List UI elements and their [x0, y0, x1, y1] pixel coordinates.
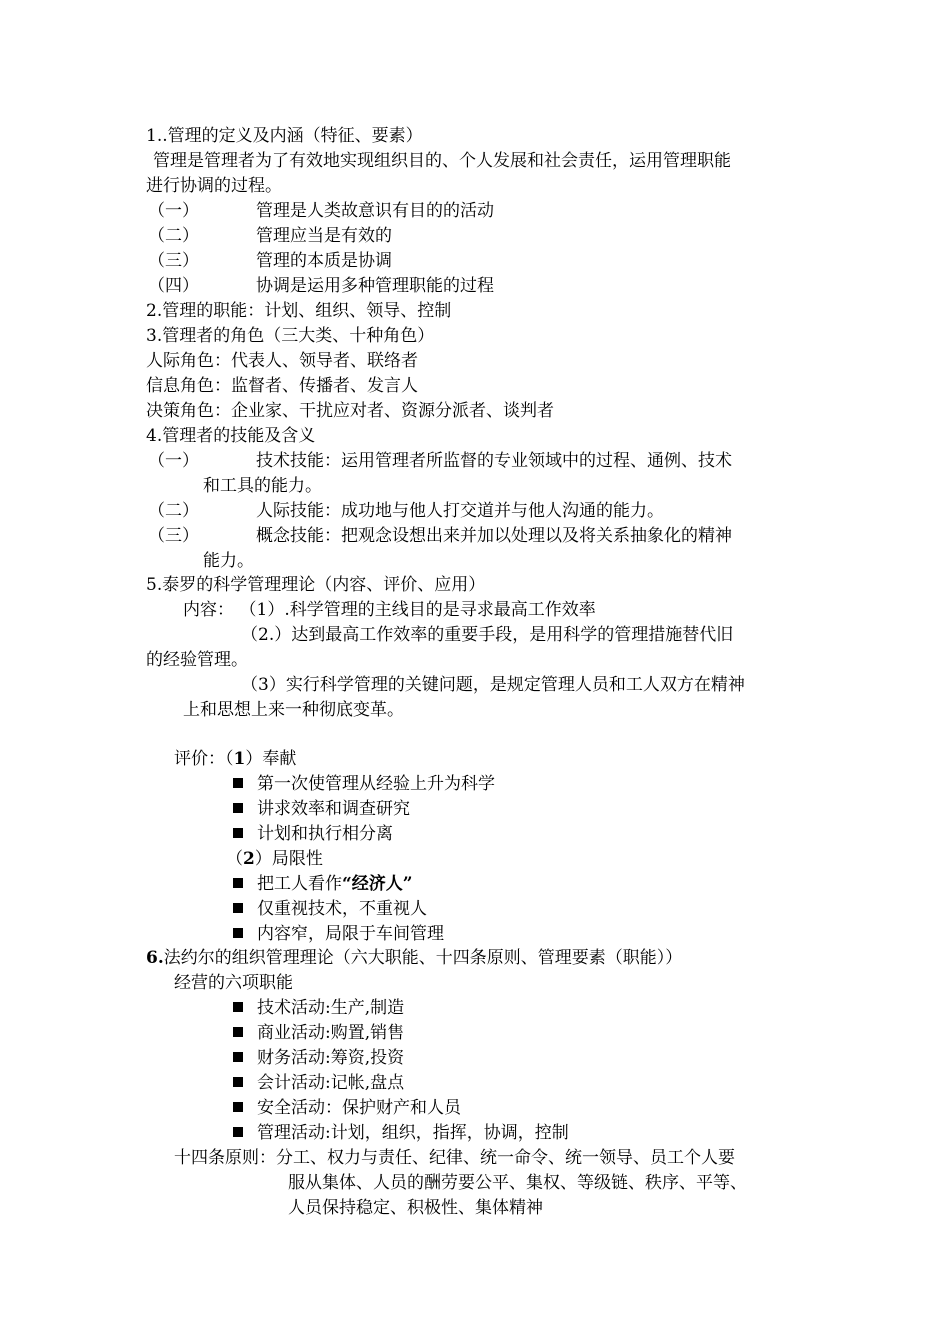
square-bullet-icon — [233, 1002, 243, 1012]
evaluation-line — [174, 747, 296, 771]
item-number: （三） — [148, 251, 199, 271]
bullet-text: 会计活动:记帐,盘点 — [257, 1073, 405, 1093]
square-bullet-icon — [233, 1127, 243, 1137]
bullet-item — [233, 1046, 404, 1070]
bullet-quote: “经济人” — [342, 874, 413, 894]
skill-continuation: 和工具的能力。 — [203, 476, 322, 496]
bullet-text: 商业活动:购置,销售 — [257, 1023, 405, 1043]
square-bullet-icon — [233, 1052, 243, 1062]
bullet-item — [233, 1071, 404, 1095]
list-item — [148, 249, 392, 273]
six-functions-label: 经营的六项职能 — [174, 973, 293, 993]
principles-text: 分工、权力与责任、纪律、统一命令、统一领导、员工个人要 — [276, 1148, 735, 1168]
square-bullet-icon — [233, 878, 243, 888]
role-line: 决策角色：企业家、干扰应对者、资源分派者、谈判者 — [146, 401, 554, 421]
principles-continuation: 服从集体、人员的酬劳要公平、集权、等级链、秩序、平等、 — [288, 1173, 747, 1193]
definition-line-1: 管理是管理者为了有效地实现组织目的、个人发展和社会责任，运用管理职能 — [153, 151, 731, 171]
skill-text: 概念技能：把观念设想出来并加以处理以及将关系抽象化的精神 — [256, 526, 732, 546]
content-line — [183, 598, 596, 622]
square-bullet-icon — [233, 903, 243, 913]
item-number: （三） — [148, 526, 199, 546]
square-bullet-icon — [233, 1077, 243, 1087]
skill-item — [148, 524, 732, 548]
bullet-text: 管理活动:计划，组织，指挥，协调，控制 — [257, 1123, 569, 1143]
bullet-text: 把工人看作 — [257, 874, 342, 894]
contrib-heading: ）奉献 — [245, 749, 297, 769]
limits-heading — [226, 847, 323, 871]
bullet-text: 讲求效率和调查研究 — [257, 799, 410, 819]
content-point: （3）实行科学管理的关键问题，是规定管理人员和工人双方在精神 — [241, 675, 745, 695]
bullet-text: 安全活动：保护财产和人员 — [257, 1098, 461, 1118]
list-item — [148, 224, 392, 248]
bullet-item — [233, 797, 410, 821]
limit-number: 2 — [243, 849, 255, 869]
bullet-item — [233, 822, 393, 846]
skill-continuation: 能力。 — [203, 551, 254, 571]
skill-item — [148, 449, 732, 473]
bullet-text: 仅重视技术，不重视人 — [257, 899, 427, 919]
section-5-title: 5.泰罗的科学管理理论（内容、评价、应用） — [146, 575, 486, 595]
content-point: （1）.科学管理的主线目的是寻求最高工作效率 — [248, 600, 596, 620]
item-text: 管理的本质是协调 — [256, 251, 392, 271]
item-number: （四） — [148, 276, 199, 296]
square-bullet-icon — [233, 1027, 243, 1037]
bullet-item — [233, 897, 427, 921]
square-bullet-icon — [233, 828, 243, 838]
square-bullet-icon — [233, 803, 243, 813]
section-4-title: 4.管理者的技能及含义 — [146, 426, 316, 446]
section-3-title: 3.管理者的角色（三大类、十种角色） — [146, 326, 435, 346]
item-number: （一） — [148, 451, 199, 471]
item-text: 管理应当是有效的 — [256, 226, 392, 246]
bullet-item — [233, 1121, 569, 1145]
section-1-title: 1..管理的定义及内涵（特征、要素） — [146, 126, 423, 146]
content-continuation: 的经验管理。 — [146, 650, 248, 670]
evaluation-label: 评价： — [174, 749, 225, 769]
bullet-text: 计划和执行相分离 — [257, 824, 393, 844]
bullet-text: 内容窄，局限于车间管理 — [257, 924, 444, 944]
bullet-item — [233, 1021, 404, 1045]
definition-line-2: 进行协调的过程。 — [146, 176, 282, 196]
list-item — [148, 274, 494, 298]
item-text: 协调是运用多种管理职能的过程 — [256, 276, 494, 296]
principles-label: 十四条原则： — [174, 1148, 276, 1168]
skill-text: 人际技能：成功地与他人打交道并与他人沟通的能力。 — [256, 501, 664, 521]
bullet-item — [233, 922, 444, 946]
limit-label: ）局限性 — [254, 849, 323, 869]
bullet-item — [233, 996, 404, 1020]
item-number: （二） — [148, 501, 199, 521]
section-6-title — [146, 946, 682, 970]
list-item — [148, 199, 494, 223]
bullet-text: 第一次使管理从经验上升为科学 — [257, 774, 495, 794]
content-point: （2.）达到最高工作效率的重要手段，是用科学的管理措施替代旧 — [241, 625, 734, 645]
bullet-item — [233, 772, 495, 796]
square-bullet-icon — [233, 1102, 243, 1112]
item-number: （一） — [148, 201, 199, 221]
contrib-number: 1 — [233, 749, 246, 769]
skill-item — [148, 499, 664, 523]
bullet-item — [233, 872, 413, 896]
item-number: （二） — [148, 226, 199, 246]
item-text: 管理是人类故意识有目的的活动 — [256, 201, 494, 221]
bullet-item — [233, 1096, 461, 1120]
paren: （ — [226, 849, 243, 869]
square-bullet-icon — [233, 928, 243, 938]
bullet-text: 财务活动:筹资,投资 — [257, 1048, 405, 1068]
paren: （ — [225, 749, 234, 769]
role-line: 人际角色：代表人、领导者、联络者 — [146, 351, 418, 371]
principles-line — [174, 1146, 735, 1170]
section-title-text: 法约尔的组织管理理论（六大职能、十四条原则、管理要素（职能）） — [163, 948, 683, 968]
content-label: 内容： — [183, 600, 234, 620]
bullet-text: 技术活动:生产,制造 — [257, 998, 405, 1018]
skill-text: 技术技能：运用管理者所监督的专业领域中的过程、通例、技术 — [256, 451, 732, 471]
principles-continuation: 人员保持稳定、积极性、集体精神 — [288, 1198, 543, 1218]
square-bullet-icon — [233, 778, 243, 788]
content-continuation: 上和思想上来一种彻底变革。 — [183, 700, 404, 720]
role-line: 信息角色：监督者、传播者、发言人 — [146, 376, 418, 396]
section-number: 6. — [146, 948, 164, 968]
section-2-title: 2.管理的职能：计划、组织、领导、控制 — [146, 301, 452, 321]
